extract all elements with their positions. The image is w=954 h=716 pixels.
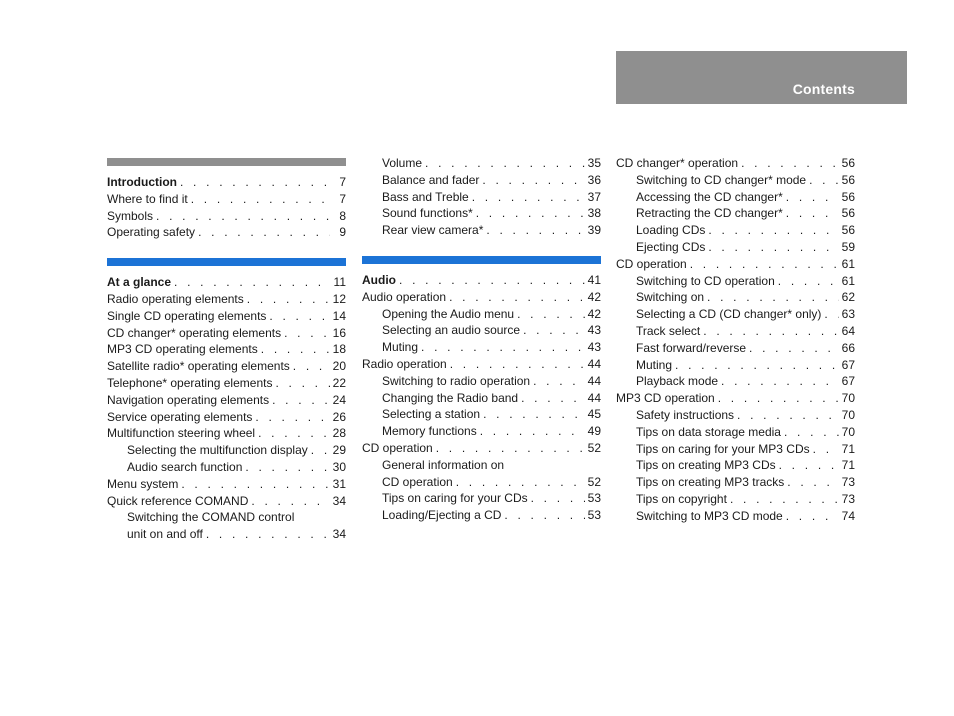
toc-leader-dots [195,224,330,241]
toc-page-number: 73 [841,491,855,506]
toc-page-number: 24 [332,392,346,407]
toc-leader-dots [396,272,585,289]
toc-leader-dots [248,493,330,510]
toc-entry-label: Service operating elements [107,409,253,424]
toc-leader-dots [453,474,585,491]
toc-entry-label: Changing the Radio band [382,390,519,405]
toc-leader-dots [483,222,585,239]
toc-leader-dots [700,323,839,340]
toc-entry-label: Switching to CD changer* mode [636,172,807,187]
toc-page-number: 64 [841,323,855,338]
toc-leader-dots [272,375,330,392]
toc-page-number: 56 [841,206,855,221]
toc-leader-dots [781,424,839,441]
toc-leader-dots [255,425,330,442]
toc-leader-dots [266,308,330,325]
toc-entry[interactable] [362,507,601,524]
toc-entry[interactable] [362,272,601,289]
page-title: Contents [792,81,855,97]
toc-leader-dots [783,205,839,222]
toc-entry[interactable] [107,476,346,493]
toc-entry[interactable] [362,356,601,373]
toc-page-number: 43 [587,340,601,355]
toc-page-number: 61 [841,256,855,271]
toc-entry[interactable] [362,440,601,457]
toc-entry-label: Radio operating elements [107,291,244,306]
toc-entry[interactable] [616,256,855,273]
toc-page-number: 42 [587,306,601,321]
toc-entry-label: Tips on copyright [636,491,727,506]
toc-entry-label: CD changer* operation [616,156,739,170]
toc-page-number: 67 [841,374,855,389]
toc-section [362,155,601,239]
toc-entry-label: Switching the COMAND control [127,510,295,525]
toc-entry-label: Safety instructions [636,407,735,422]
toc-page-number: 7 [339,175,346,189]
toc-entry[interactable] [362,205,601,222]
toc-entry[interactable] [616,373,855,390]
toc-leader-dots [501,507,585,524]
toc-leader-dots [530,373,585,390]
toc-entry-label: Track select [636,323,701,338]
toc-entry-label: Single CD operating elements [107,308,267,323]
toc-entry[interactable] [107,308,346,325]
toc-entry-label: Symbols [107,208,154,223]
toc-page-number: 8 [339,208,346,223]
toc-page-number: 31 [332,476,346,491]
toc-entry[interactable] [362,289,601,306]
toc-leader-dots [480,406,585,423]
toc-leader-dots [281,325,330,342]
toc-entry[interactable] [616,306,855,323]
toc-leader-dots [188,191,330,208]
toc-entry[interactable] [362,155,601,172]
toc-leader-dots [178,476,330,493]
toc-leader-dots [784,474,839,491]
toc-page-number: 29 [332,443,346,458]
toc-page-number: 26 [332,409,346,424]
toc-entry-label: Radio operation [362,356,447,371]
toc-entry-label: Selecting the multifunction display [127,443,308,458]
toc-entry-label: Playback mode [636,374,719,389]
toc-entry[interactable] [362,457,601,474]
toc-entry-label: Navigation operating elements [107,392,270,407]
toc-entry-label: Loading CDs [636,223,706,238]
toc-entry-label: Muting [382,340,419,355]
toc-page-number: 70 [841,407,855,422]
toc-page-number: 18 [332,342,346,357]
toc-page-number: 11 [333,275,346,290]
toc-entry-label: Switching to radio operation [382,373,531,388]
toc-entry-label: CD operation [616,256,687,271]
toc-entry-label: Fast forward/reverse [636,340,747,355]
toc-entry[interactable] [362,339,601,356]
toc-leader-dots [718,373,839,390]
toc-entry[interactable] [616,457,855,474]
toc-leader-dots [252,409,330,426]
toc-entry-label: Accessing the CD changer* [636,189,783,204]
toc-entry-label: Memory functions [382,424,477,439]
toc-page-number: 63 [841,307,855,322]
toc-page-number: 52 [587,474,601,489]
toc-leader-dots [738,155,839,172]
toc-entry[interactable] [616,424,855,441]
toc-page-number: 66 [841,340,855,355]
toc-page-number: 70 [841,424,855,439]
toc-entry[interactable] [616,172,855,189]
toc-entry[interactable] [107,174,346,191]
toc-page-number: 35 [587,156,601,170]
toc-page-number: 71 [841,441,855,456]
toc-leader-dots [171,274,330,291]
toc-leader-dots [177,174,330,191]
toc-page-number: 59 [841,239,855,254]
toc-page-number: 14 [332,308,346,323]
toc-entry[interactable] [362,306,601,323]
toc-entry[interactable] [107,442,346,459]
toc-section [107,158,346,241]
toc-leader-dots [473,205,585,222]
toc-entry-label: Switching on [636,290,705,305]
section-divider-bar [107,158,346,166]
toc-leader-dots [258,341,330,358]
toc-leader-dots [242,459,330,476]
toc-entry[interactable] [362,222,601,239]
toc-leader-dots [705,239,839,256]
contents-header-box [616,51,907,104]
toc-entry-label: Switching to MP3 CD mode [636,508,783,523]
toc-entry-label: Telephone* operating elements [107,375,273,390]
toc-page-number: 39 [587,223,601,238]
toc-entry-label: Satellite radio* operating elements [107,359,290,374]
toc-leader-dots [269,392,330,409]
toc-leader-dots [203,526,330,543]
toc-entry[interactable] [616,273,855,290]
toc-page-number: 53 [587,491,601,506]
toc-page-number: 62 [841,290,855,305]
toc-page-number: 20 [332,359,346,374]
toc-entry[interactable] [362,322,601,339]
toc-leader-dots [520,322,585,339]
toc-entry-label: Where to find it [107,191,188,206]
toc-page-number: 74 [841,508,855,523]
toc-entry-label: Multifunction steering wheel [107,426,256,441]
toc-leader-dots [687,256,839,273]
toc-page-number: 56 [841,172,855,187]
toc-entry[interactable] [107,274,346,291]
toc-leader-dots [469,189,585,206]
toc-entry[interactable] [616,491,855,508]
toc-leader-dots [153,208,330,225]
toc-entry-label: Tips on data storage media [636,424,781,439]
toc-page-number: 70 [841,391,855,406]
toc-page-number: 41 [587,272,601,287]
toc-entry-label: Muting [636,357,673,372]
toc-page-number: 52 [587,440,601,455]
toc-entry[interactable] [362,373,601,390]
toc-entry[interactable] [616,155,855,172]
toc-leader-dots [528,490,585,507]
toc-entry[interactable] [107,341,346,358]
toc-page-number: 56 [841,189,855,204]
toc-column-3 [616,155,855,542]
toc-entry-label: CD operation [382,474,453,489]
toc-leader-dots [783,189,839,206]
toc-entry-label: unit on and off [127,527,203,542]
toc-page-number: 44 [587,373,601,388]
toc-entry[interactable] [616,205,855,222]
toc-leader-dots [308,442,330,459]
toc-entry[interactable] [616,441,855,458]
toc-leader-dots [746,340,839,357]
toc-leader-dots [422,155,585,172]
toc-leader-dots [715,390,839,407]
toc-entry-label: Introduction [107,175,177,189]
toc-entry-label: Tips on creating MP3 CDs [636,458,776,473]
toc-leader-dots [783,508,839,525]
toc-section [616,155,855,525]
toc-entry-label: Volume [382,156,423,170]
toc-page-number: 44 [587,390,601,405]
toc-entry-label: Balance and fader [382,172,480,187]
toc-entry[interactable] [362,406,601,423]
toc-entry[interactable] [107,409,346,426]
toc-entry-label: Audio search function [127,459,243,474]
toc-entry[interactable] [362,189,601,206]
toc-leader-dots [821,306,839,323]
toc-entry-label: Tips on creating MP3 tracks [636,475,785,490]
toc-entry[interactable] [107,509,346,526]
toc-page-number: 34 [332,527,346,542]
toc-page-number: 53 [587,508,601,523]
toc-entry-label: Ejecting CDs [636,239,706,254]
toc-page-number: 22 [332,375,346,390]
toc-entry[interactable] [616,340,855,357]
toc-entry[interactable] [362,390,601,407]
toc-page-number: 16 [332,325,346,340]
toc-entry[interactable] [107,493,346,510]
toc-entry-label: Opening the Audio menu [382,306,515,321]
toc-leader-dots [705,222,839,239]
toc-page-number: 61 [841,273,855,288]
toc-entry[interactable] [107,526,346,543]
toc-entry[interactable] [362,474,601,491]
toc-entry[interactable] [362,172,601,189]
toc-entry[interactable] [616,390,855,407]
section-divider-bar [362,256,601,264]
toc-entry-label: CD changer* operating elements [107,325,282,340]
toc-entry-label: Retracting the CD changer* [636,206,783,221]
toc-page-number: 56 [841,156,855,170]
toc-entry[interactable] [107,224,346,241]
toc-entry-label: Selecting an audio source [382,323,521,338]
toc-page-number: 67 [841,357,855,372]
toc-entry-label: MP3 CD operation [616,391,715,406]
toc-entry-label: Menu system [107,476,179,491]
toc-entry[interactable] [107,358,346,375]
toc-page-number: 36 [587,172,601,187]
toc-page-number: 44 [587,356,601,371]
toc-entry[interactable] [616,239,855,256]
toc-entry[interactable] [362,490,601,507]
toc-leader-dots [479,172,585,189]
toc-leader-dots [810,441,839,458]
toc-entry[interactable] [616,289,855,306]
toc-page-number: 73 [841,475,855,490]
toc-section [362,256,601,524]
toc-entry-label: Tips on caring for your MP3 CDs [636,441,810,456]
toc-entry[interactable] [107,191,346,208]
toc-leader-dots [290,358,330,375]
toc-page-number: 12 [332,291,346,306]
toc-entry[interactable] [616,357,855,374]
toc-page-number: 30 [332,459,346,474]
toc-entry[interactable] [107,392,346,409]
toc-leader-dots [806,172,839,189]
toc-page-number: 45 [587,407,601,422]
toc-entry-label: Switching to CD operation [636,273,775,288]
toc-page-number: 9 [339,225,346,240]
toc-leader-dots [672,357,839,374]
toc-entry[interactable] [107,459,346,476]
toc-leader-dots [477,423,585,440]
toc-page-number: 71 [841,458,855,473]
toc-column-2 [362,155,601,541]
toc-entry[interactable] [616,407,855,424]
toc-entry-label: Audio operation [362,289,447,304]
toc-entry[interactable] [616,323,855,340]
toc-entry-label: MP3 CD operating elements [107,342,258,357]
toc-page-number: 43 [587,323,601,338]
toc-page-number: 56 [841,223,855,238]
toc-page-number: 28 [332,426,346,441]
toc-entry-label: At a glance [107,275,172,290]
toc-leader-dots [514,306,585,323]
toc-entry[interactable] [616,189,855,206]
toc-leader-dots [775,273,839,290]
toc-entry[interactable] [107,375,346,392]
toc-page-number: 38 [587,206,601,221]
toc-entry-label: Selecting a station [382,407,481,422]
toc-entry-label: Rear view camera* [382,223,484,238]
toc-page-number: 37 [587,189,601,204]
toc-entry-label: Sound functions* [382,206,473,221]
toc-entry-label: Selecting a CD (CD changer* only) [636,307,822,322]
toc-leader-dots [446,289,585,306]
toc-leader-dots [704,289,839,306]
toc-page-number: 34 [332,493,346,508]
toc-entry[interactable] [107,208,346,225]
toc-leader-dots [244,291,330,308]
toc-leader-dots [734,407,839,424]
toc-entry-label: CD operation [362,440,433,455]
toc-leader-dots [727,491,839,508]
toc-entry[interactable] [616,474,855,491]
toc-entry[interactable] [616,508,855,525]
toc-entry-label: Loading/Ejecting a CD [382,508,502,523]
toc-entry[interactable] [107,325,346,342]
toc-entry-label: Bass and Treble [382,189,469,204]
toc-leader-dots [418,339,585,356]
toc-entry-label: Tips on caring for your CDs [382,491,528,506]
toc-entry[interactable] [616,222,855,239]
toc-entry[interactable] [107,425,346,442]
section-divider-bar [107,258,346,266]
toc-entry-label: Operating safety [107,225,196,240]
toc-column-1 [107,158,346,560]
toc-entry-label: General information on [382,457,505,472]
toc-leader-dots [776,457,839,474]
toc-leader-dots [447,356,585,373]
toc-leader-dots [433,440,585,457]
toc-entry-label: Audio [362,272,396,287]
toc-section [107,258,346,543]
toc-entry[interactable] [107,291,346,308]
toc-page-number: 42 [587,289,601,304]
toc-entry-label: Quick reference COMAND [107,493,249,508]
toc-leader-dots [518,390,585,407]
toc-page-number: 7 [339,191,346,206]
toc-page-number: 49 [587,424,601,439]
toc-entry[interactable] [362,423,601,440]
